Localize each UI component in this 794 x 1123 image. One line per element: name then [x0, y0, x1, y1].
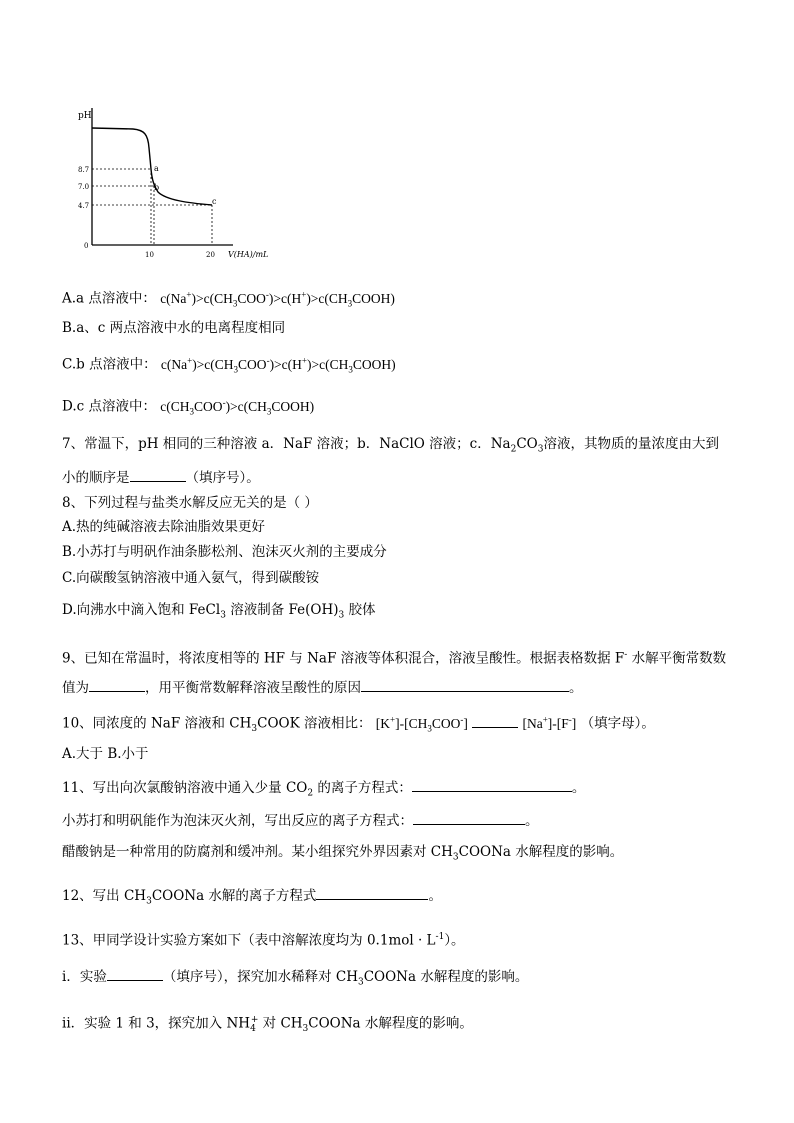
ytick-7-0: 7.0 [78, 183, 90, 191]
option-c: C.b 点溶液中： $c(Na^+)>c(CH_3COO^-)>c(H^+)>c(CH_3COOH)$ [62, 355, 396, 375]
q8-stem: 8、下列过程与盐类水解反应无关的是（ ） [62, 495, 318, 511]
answer-blank[interactable] [412, 777, 572, 792]
ytick-4-7: 4.7 [78, 202, 90, 210]
answer-blank[interactable] [89, 677, 145, 692]
q11-line3: 醋酸钠是一种常用的防腐剂和缓冲剂。某小组探究外界因素对 $CH_3COONa$ 水解程度的影响。 [62, 844, 624, 863]
q8-option-a: A.热的纯碱溶液去除油脂效果更好 [62, 519, 266, 535]
answer-blank[interactable] [413, 810, 525, 825]
q13-stem: 13、甲同学设计实验方案如下（表中溶解浓度均为 $0.1mol \cdot L^{-1}$）。 [62, 932, 465, 949]
titration-curve [92, 128, 212, 205]
option-b: B.a、c 两点溶液中水的电离程度相同 [62, 320, 286, 336]
ytick-8-7: 8.7 [78, 166, 90, 174]
q10-options: A.大于 B.小于 [62, 746, 149, 762]
q8-option-b: B.小苏打与明矾作油条膨松剂、泡沫灭火剂的主要成分 [62, 544, 387, 560]
option-a: A.a 点溶液中： $c(Na^+)>c(CH_3COO^-)>c(H^+)>c(CH_3COOH)$ [62, 289, 395, 309]
origin-label: 0 [84, 242, 89, 250]
answer-blank[interactable] [361, 677, 569, 692]
xtick-10: 10 [145, 251, 154, 259]
answer-blank[interactable] [107, 966, 163, 981]
q13-ii: ii．实验 1 和 3，探究加入 $NH_4^+$ 对 $CH_3COONa$ 水解程度的影响。 [62, 1015, 473, 1035]
point-c: c [212, 197, 217, 206]
q13-i: i．实验 （填序号），探究加水稀释对 $CH_3COONa$ 水解程度的影响。 [62, 966, 528, 993]
answer-blank[interactable] [130, 467, 186, 482]
q8-option-d: D.向沸水中滴入饱和 FeCl$_3$ 溶液制备 $Fe(OH)_3$ 胶体 [62, 602, 376, 621]
q12-line: 12、写出 $CH_3COONa$ 水解的离子方程式 。 [62, 885, 442, 912]
answer-blank[interactable] [472, 713, 518, 728]
point-a: a [154, 164, 159, 173]
x-axis-label: V(HA)/mL [228, 250, 269, 259]
q11-line2: 小苏打和明矾能作为泡沫灭火剂，写出反应的离子方程式： 。 [62, 810, 539, 831]
titration-graph [78, 100, 288, 260]
q10-line: 10、同浓度的 NaF 溶液和 $CH_3COOK$ 溶液相比： $[K^+]-[CH_3COO^-]$ [Na+]-[F-] （填字母）。 [62, 714, 655, 735]
point-b: b [154, 183, 160, 192]
q7-line2: 小的顺序是 （填序号）。 [62, 467, 260, 488]
y-axis-label: pH [78, 111, 92, 121]
q7-line1: 7、常温下，pH 相同的三种溶液 a．NaF 溶液；b．NaClO 溶液；c．$Na_2CO_3$溶液，其物质的量浓度由大到 [62, 436, 719, 455]
xtick-20: 20 [206, 251, 215, 259]
q11-line1: 11、写出向次氯酸钠溶液中通入少量 $CO_2$ 的离子方程式： 。 [62, 777, 585, 804]
option-d: D.c 点溶液中： $c(CH_3COO^-)>c(CH_3COOH)$ [62, 397, 315, 417]
q9-line1: 9、已知在常温时，将浓度相等的 HF 与 NaF 溶液等体积混合，溶液呈酸性。根据表格数据 F- 水解平衡常数数 [62, 650, 727, 667]
q8-option-c: C.向碳酸氢钠溶液中通入氨气，得到碳酸铵 [62, 570, 320, 586]
q9-line2: 值为 ，用平衡常数解释溶液呈酸性的原因 。 [62, 677, 583, 698]
answer-blank[interactable] [316, 885, 428, 900]
